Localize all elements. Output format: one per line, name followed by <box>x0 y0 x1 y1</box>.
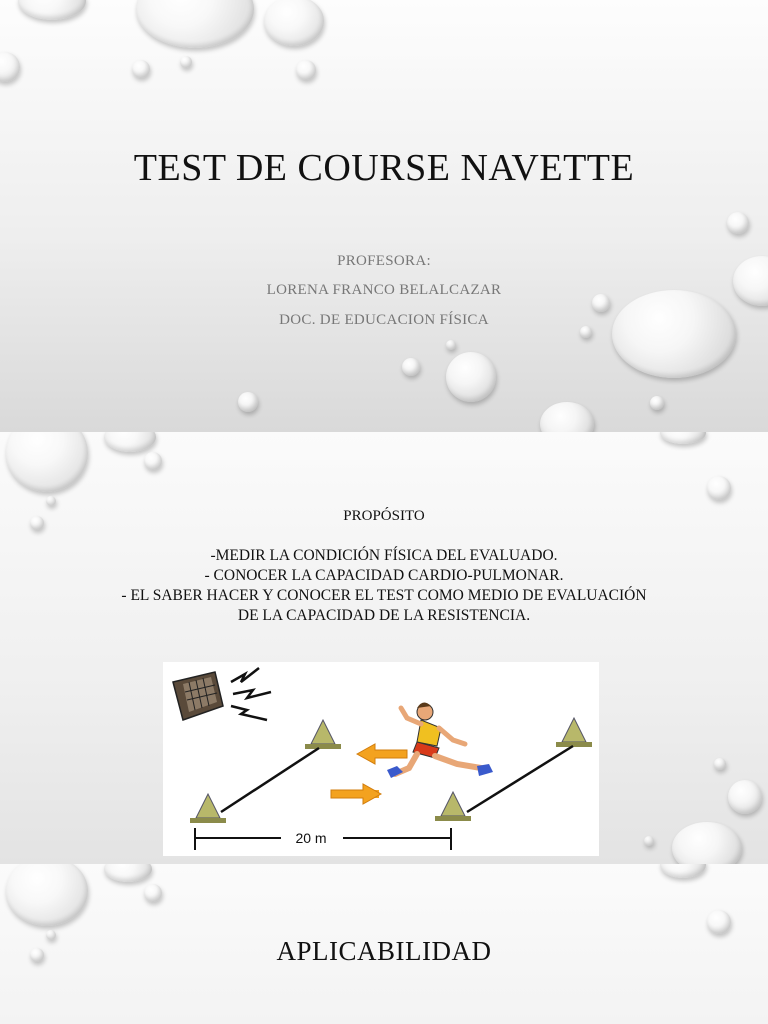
water-drop <box>144 884 162 902</box>
water-drop <box>0 52 20 82</box>
water-drop <box>660 432 706 444</box>
runner-icon <box>387 702 493 778</box>
water-drop <box>672 822 742 864</box>
title-slide <box>0 0 768 432</box>
water-drop <box>238 392 258 412</box>
purpose-line: - EL SABER HACER Y CONOCER EL TEST COMO MEDIO DE EVALUACIÓN <box>121 587 647 604</box>
water-drop <box>714 758 726 770</box>
slide-title: TEST DE COURSE NAVETTE <box>133 147 635 189</box>
distance-marker <box>195 828 451 850</box>
water-drop <box>650 396 664 410</box>
speaker-icon <box>173 672 223 720</box>
teacher-name: LORENA FRANCO BELALCAZAR <box>266 282 502 298</box>
purpose-line: - CONOCER LA CAPACIDAD CARDIO-PULMONAR. <box>204 567 564 584</box>
water-drop <box>644 836 654 846</box>
cone-icon <box>190 794 226 823</box>
water-drop <box>6 432 88 492</box>
teacher-role: PROFESORA: <box>337 253 431 269</box>
water-drop <box>446 340 456 350</box>
water-drop <box>144 452 162 470</box>
purpose-line: -MEDIR LA CONDICIÓN FÍSICA DEL EVALUADO. <box>210 547 558 564</box>
water-drop <box>728 780 762 814</box>
sound-waves-icon <box>231 668 271 720</box>
water-drop <box>707 476 731 500</box>
water-drop <box>104 864 152 882</box>
water-drop <box>402 358 420 376</box>
cone-icon <box>556 718 592 747</box>
shuttle-run-illustration <box>163 662 599 856</box>
water-drop <box>660 864 706 878</box>
water-drop <box>264 0 324 46</box>
purpose-heading: PROPÓSITO <box>343 508 425 524</box>
arrow-left-icon <box>357 744 407 764</box>
water-drop <box>132 60 150 78</box>
water-drop <box>707 910 731 934</box>
water-drop <box>612 290 736 378</box>
water-drop <box>540 402 594 432</box>
water-drop <box>6 864 88 926</box>
water-drop <box>104 432 156 452</box>
water-drop <box>46 496 56 506</box>
cone-icon <box>305 720 341 749</box>
arrow-right-icon <box>331 784 381 804</box>
water-drop <box>446 352 496 402</box>
purpose-text <box>0 506 768 626</box>
water-drop <box>136 0 254 48</box>
water-drop <box>296 60 316 80</box>
cone-icon <box>435 792 471 821</box>
water-drop <box>18 0 86 20</box>
distance-label: 20 m <box>295 830 327 846</box>
water-drop <box>180 56 192 68</box>
slide-title: APLICABILIDAD <box>276 936 492 966</box>
teacher-position: DOC. DE EDUCACION FÍSICA <box>279 312 489 328</box>
purpose-slide <box>0 432 768 864</box>
water-drop <box>727 212 749 234</box>
purpose-line: DE LA CAPACIDAD DE LA RESISTENCIA. <box>237 607 531 624</box>
applicability-slide <box>0 864 768 1024</box>
